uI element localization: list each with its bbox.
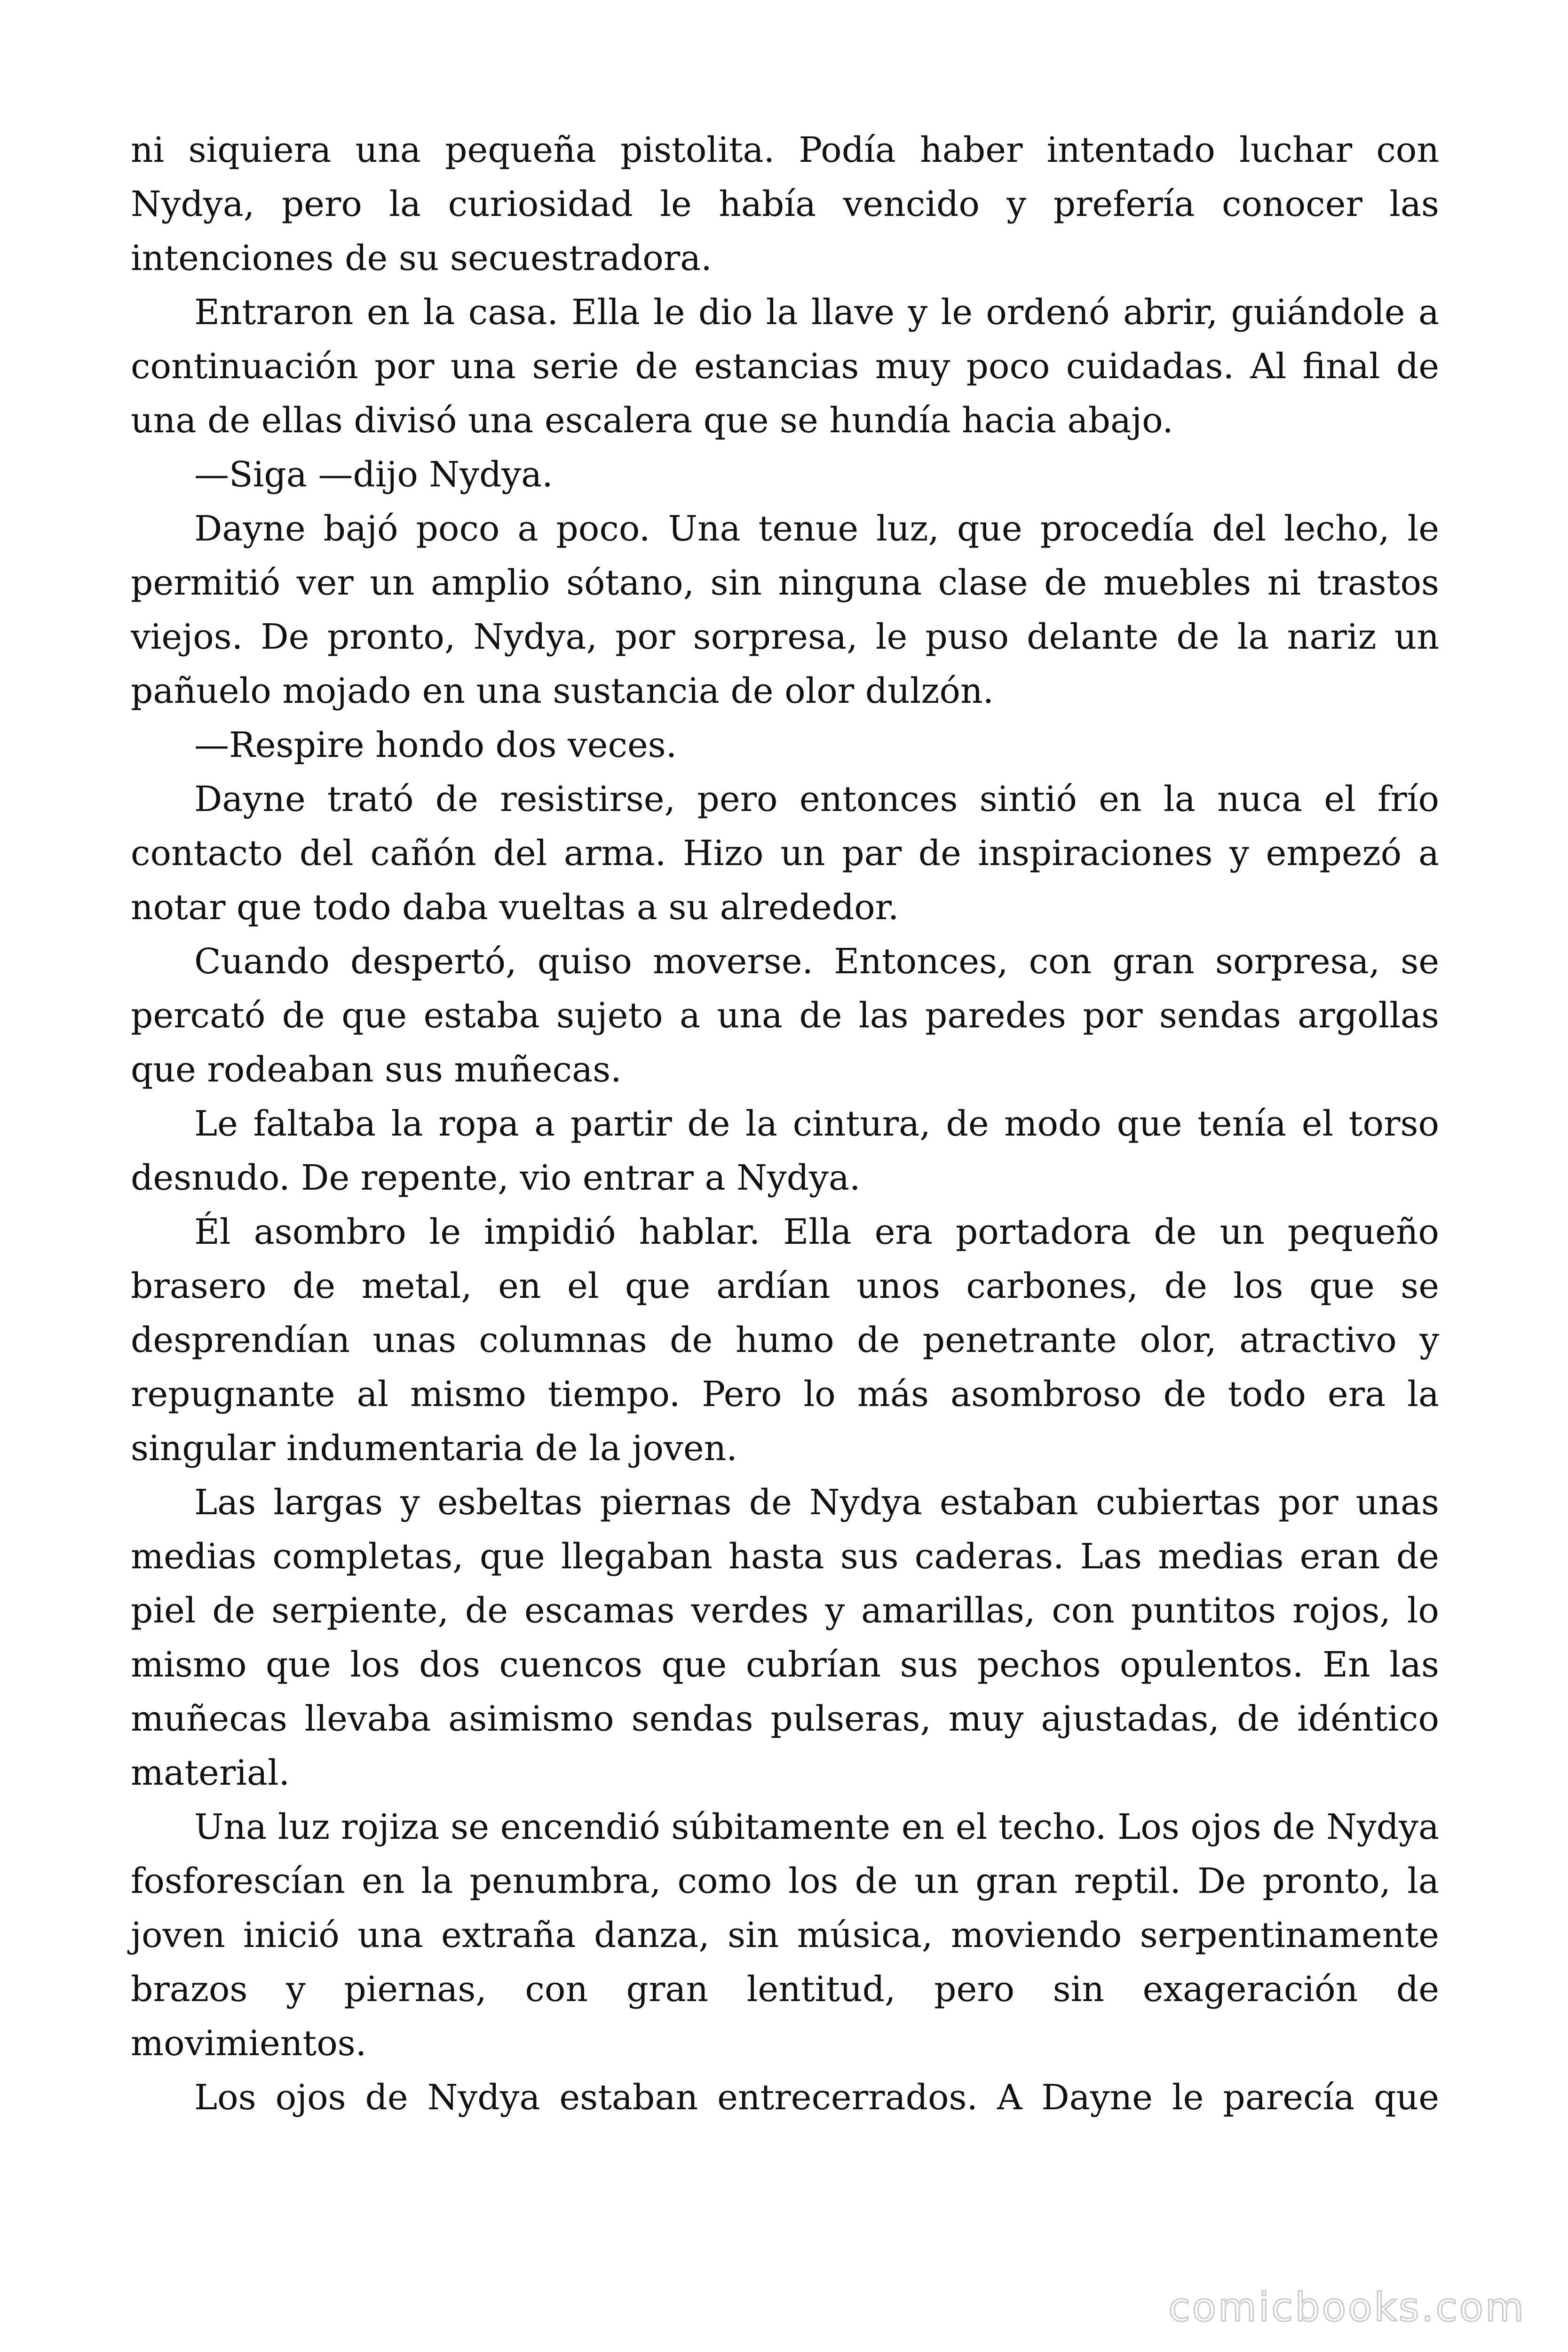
paragraph: Él asombro le impidió hablar. Ella era portadora de un pequeño brasero de metal, en el que ardían unos carbones, de los que se desprendían unas columnas de humo de penetrante olor, atractivo y repugnante al mismo tiempo. Pero lo más asombroso de todo era la singular indumentaria de la joven.: [131, 1212, 1439, 1469]
paragraph: Los ojos de Nydya estaban entrecerrados. A Dayne le parecía que: [194, 2077, 1439, 2118]
paragraph: Dayne trató de resistirse, pero entonces sintió en la nuca el frío contacto del cañón del arma. Hizo un par de inspiraciones y empezó a notar que todo daba vueltas a su alrededor.: [131, 779, 1439, 928]
page-body: [131, 123, 1439, 2125]
paragraph: Dayne bajó poco a poco. Una tenue luz, que procedía del lecho, le permitió ver un amplio sótano, sin ninguna clase de muebles ni trastos viejos. De pronto, Nydya, por sorpresa, le puso delante de la nariz un pañuelo mojado en una sustancia de olor dulzón.: [131, 509, 1439, 711]
paragraph: Cuando despertó, quiso moverse. Entonces, con gran sorpresa, se percató de que estaba sujeto a una de las paredes por sendas argollas que rodeaban sus muñecas.: [131, 941, 1439, 1090]
paragraph: Una luz rojiza se encendió súbitamente en el techo. Los ojos de Nydya fosforescían en la penumbra, como los de un gran reptil. De pronto, la joven inició una extraña danza, sin música, moviendo serpentinamente brazos y piernas, con gran lentitud, pero sin exageración de movimientos.: [131, 1807, 1439, 2064]
watermark: comicbooks.com: [1168, 2284, 1526, 2330]
paragraph: Las largas y esbeltas piernas de Nydya estaban cubiertas por unas medias completas, que llegaban hasta sus caderas. Las medias eran de piel de serpiente, de escamas verdes y amarillas, con puntitos rojos, lo mismo que los dos cuencos que cubrían sus pechos opulentos. En las muñecas llevaba asimismo sendas pulseras, muy ajustadas, de idéntico material.: [131, 1482, 1439, 1793]
paragraph: Le faltaba la ropa a partir de la cintura, de modo que tenía el torso desnudo. De repente, vio entrar a Nydya.: [131, 1104, 1439, 1198]
paragraph: Entraron en la casa. Ella le dio la llave y le ordenó abrir, guiándole a continuación por una serie de estancias muy poco cuidadas. Al final de una de ellas divisó una escalera que se hundía hacia abajo.: [131, 292, 1439, 441]
paragraph: ni siquiera una pequeña pistolita. Podía haber intentado luchar con Nydya, pero la curiosidad le había vencido y prefería conocer las intenciones de su secuestradora.: [131, 130, 1439, 278]
paragraph: —Siga —dijo Nydya.: [194, 454, 553, 495]
paragraph: —Respire hondo dos veces.: [194, 725, 677, 765]
